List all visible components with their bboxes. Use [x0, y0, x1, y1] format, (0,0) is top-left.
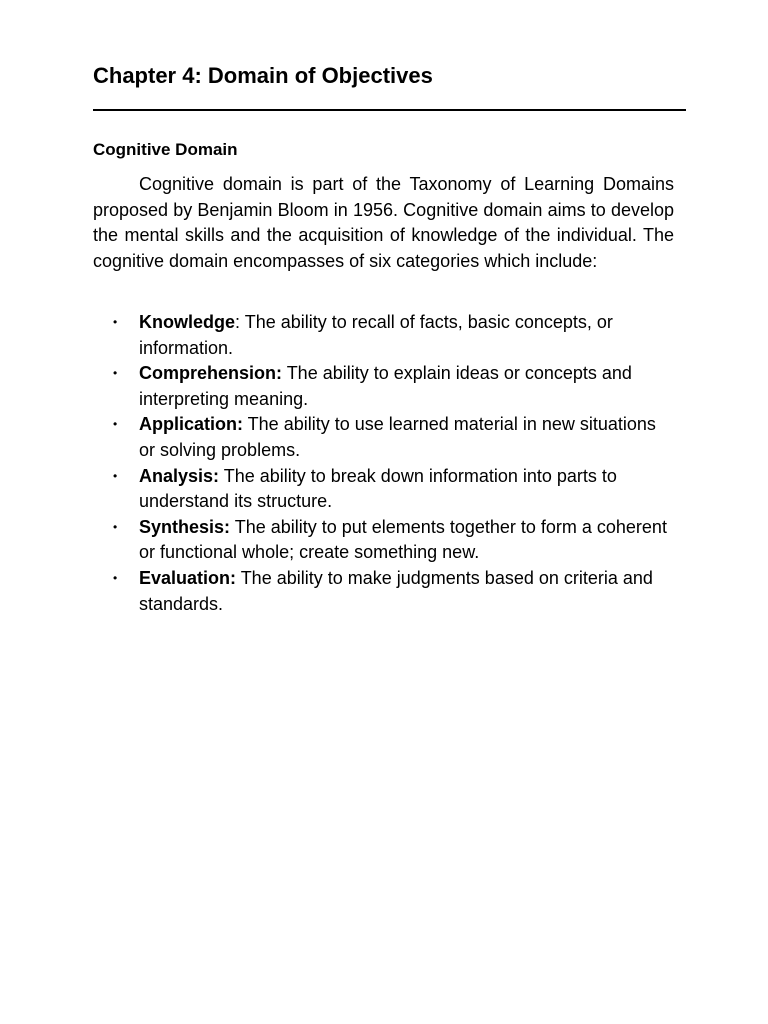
category-term: Synthesis: [139, 516, 231, 537]
list-item [93, 464, 674, 515]
bullet-icon: • [113, 468, 118, 483]
list-item [93, 566, 674, 617]
list-item [93, 412, 674, 463]
category-description: The ability to make judgments based on criteria and standards. [139, 567, 653, 614]
bullet-icon: • [113, 570, 118, 585]
category-term: Evaluation: [139, 567, 237, 588]
category-term: Analysis: [139, 465, 220, 486]
category-description: The ability to recall of facts, basic concepts, or information. [139, 312, 613, 358]
section-heading: Cognitive Domain [93, 140, 238, 159]
category-description: The ability to break down information into parts to understand its structure. [139, 465, 617, 512]
category-list [93, 310, 674, 617]
category-description: The ability to use learned material in new situations or solving problems. [139, 414, 656, 460]
category-description: The ability to put elements together to form a coherent or functional whole; create something new. [139, 516, 667, 563]
intro-paragraph: Cognitive domain is part of the Taxonomy of Learning Domains proposed by Benjamin Bloom in 1956. Cognitive domain aims to develop the mental skills and the acquisition of knowledge of the individual. The cognitive domain encompasses of six categories which include: [93, 174, 674, 271]
chapter-title: Chapter 4: Domain of Objectives [93, 63, 433, 88]
bullet-icon: • [113, 519, 118, 534]
category-description: The ability to explain ideas or concepts and interpreting meaning. [139, 363, 632, 409]
bullet-icon: • [113, 417, 118, 432]
list-item [93, 310, 674, 361]
bullet-icon: • [113, 315, 118, 329]
category-term: Knowledge [139, 312, 236, 332]
list-item [93, 361, 674, 412]
list-item [93, 515, 674, 566]
title-divider [93, 109, 686, 111]
category-term: Comprehension: [139, 363, 283, 384]
bullet-icon: • [113, 366, 118, 381]
category-term: Application: [139, 414, 243, 435]
category-separator: : [235, 312, 241, 332]
